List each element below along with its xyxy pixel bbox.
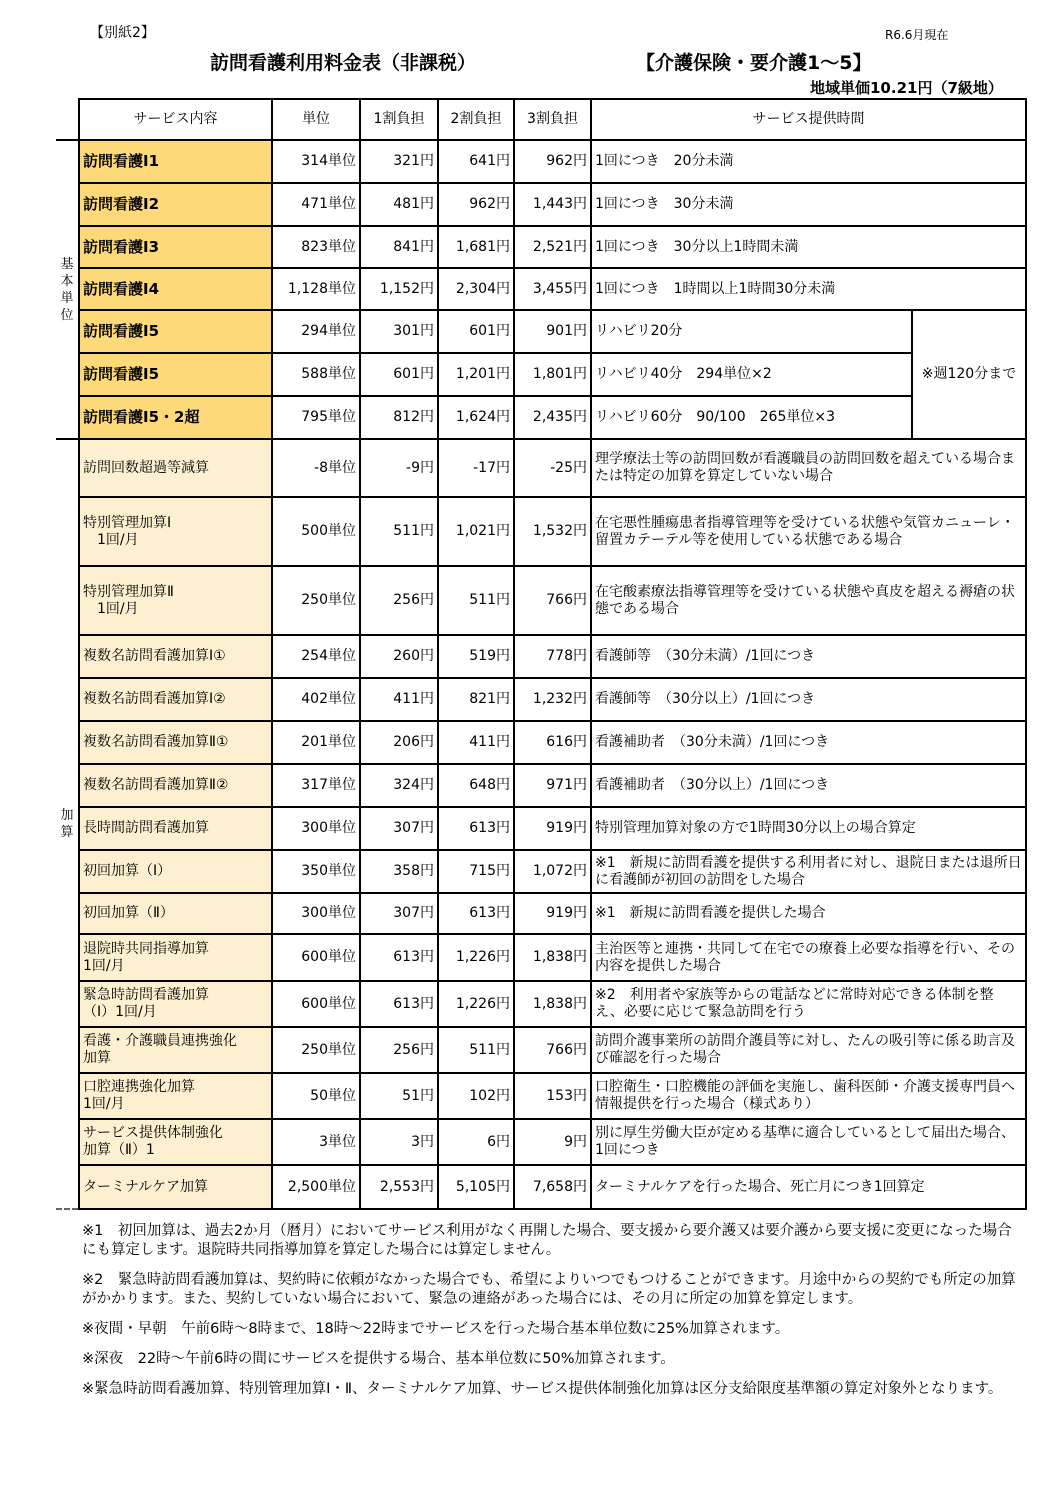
units-cell: 471単位: [272, 183, 360, 226]
units-cell: 588単位: [272, 353, 360, 396]
service-name: 特別管理加算Ⅱ 1回/月: [79, 566, 272, 635]
price-30pct-cell: 1,838円: [514, 981, 591, 1027]
col-header-30pct: 3割負担: [514, 99, 591, 140]
price-10pct-cell: 841円: [360, 226, 438, 268]
units-cell: 2,500単位: [272, 1165, 360, 1209]
service-time-cell: 看護師等 （30分未満）/1回につき: [591, 635, 1026, 678]
price-10pct-cell: 256円: [360, 1027, 438, 1073]
price-10pct-cell: 358円: [360, 850, 438, 893]
price-10pct-cell: 307円: [360, 807, 438, 850]
price-10pct-cell: 51円: [360, 1073, 438, 1119]
service-time-cell: 1回につき 30分以上1時間未満: [591, 226, 1026, 268]
fee-table: [56, 98, 1027, 1210]
price-30pct-cell: 1,532円: [514, 497, 591, 566]
price-30pct-cell: 2,435円: [514, 396, 591, 439]
price-20pct-cell: 613円: [438, 893, 514, 934]
units-cell: 314単位: [272, 140, 360, 183]
col-header-units: 単位: [272, 99, 360, 140]
price-10pct-cell: 601円: [360, 353, 438, 396]
units-cell: 250単位: [272, 1027, 360, 1073]
units-cell: 600単位: [272, 981, 360, 1027]
price-30pct-cell: 919円: [514, 893, 591, 934]
price-30pct-cell: 1,838円: [514, 934, 591, 981]
price-30pct-cell: 778円: [514, 635, 591, 678]
service-name: 初回加算（Ⅰ）: [79, 850, 272, 893]
service-time-cell: 訪問介護事業所の訪問介護員等に対し、たんの吸引等に係る助言及び確認を行った場合: [591, 1027, 1026, 1073]
service-time-cell: 理学療法士等の訪問回数が看護職員の訪問回数を超えている場合または特定の加算を算定していない場合: [591, 439, 1026, 497]
service-time-cell: ※1 新規に訪問看護を提供した場合: [591, 893, 1026, 934]
service-name: 訪問看護Ⅰ4: [79, 268, 272, 310]
price-30pct-cell: -25円: [514, 439, 591, 497]
units-cell: 600単位: [272, 934, 360, 981]
price-20pct-cell: 1,226円: [438, 981, 514, 1027]
price-30pct-cell: 1,232円: [514, 678, 591, 721]
price-10pct-cell: -9円: [360, 439, 438, 497]
price-20pct-cell: 715円: [438, 850, 514, 893]
price-10pct-cell: 301円: [360, 310, 438, 353]
service-time-cell: ※1 新規に訪問看護を提供する利用者に対し、退院日または退所日に看護師が初回の訪問をした場合: [591, 850, 1026, 893]
price-10pct-cell: 511円: [360, 497, 438, 566]
price-20pct-cell: -17円: [438, 439, 514, 497]
service-name: 退院時共同指導加算 1回/月: [79, 934, 272, 981]
category-additions: 加算: [56, 439, 79, 1209]
table-row: [56, 353, 1026, 396]
price-20pct-cell: 411円: [438, 721, 514, 764]
col-header-20pct: 2割負担: [438, 99, 514, 140]
price-10pct-cell: 260円: [360, 635, 438, 678]
units-cell: 294単位: [272, 310, 360, 353]
units-cell: 250単位: [272, 566, 360, 635]
table-row: [56, 850, 1026, 893]
price-10pct-cell: 411円: [360, 678, 438, 721]
units-cell: 500単位: [272, 497, 360, 566]
price-10pct-cell: 812円: [360, 396, 438, 439]
price-30pct-cell: 919円: [514, 807, 591, 850]
table-row: [56, 764, 1026, 807]
price-30pct-cell: 1,801円: [514, 353, 591, 396]
service-time-cell: 看護補助者 （30分未満）/1回につき: [591, 721, 1026, 764]
table-row: [56, 140, 1026, 183]
service-name: 複数名訪問看護加算Ⅰ②: [79, 678, 272, 721]
service-name: 複数名訪問看護加算Ⅱ②: [79, 764, 272, 807]
service-time-cell: リハビリ60分 90/100 265単位×3: [591, 396, 912, 439]
price-10pct-cell: 613円: [360, 934, 438, 981]
price-30pct-cell: 1,443円: [514, 183, 591, 226]
service-time-cell: 在宅悪性腫瘍患者指導管理等を受けている状態や気管カニューレ・留置カテーテル等を使用している状態である場合: [591, 497, 1026, 566]
service-name: 長時間訪問看護加算: [79, 807, 272, 850]
price-20pct-cell: 821円: [438, 678, 514, 721]
price-20pct-cell: 1,681円: [438, 226, 514, 268]
service-time-cell: 口腔衛生・口腔機能の評価を実施し、歯科医師・介護支援専門員へ情報提供を行った場合（様式あり）: [591, 1073, 1026, 1119]
service-name: 訪問看護Ⅰ5: [79, 310, 272, 353]
service-name: 複数名訪問看護加算Ⅰ①: [79, 635, 272, 678]
table-row: [56, 268, 1026, 310]
price-20pct-cell: 1,201円: [438, 353, 514, 396]
table-row: [56, 981, 1026, 1027]
service-name: 緊急時訪問看護加算 （Ⅰ）1回/月: [79, 981, 272, 1027]
price-10pct-cell: 321円: [360, 140, 438, 183]
service-time-cell: 1回につき 1時間以上1時間30分未満: [591, 268, 1026, 310]
table-row: [56, 1027, 1026, 1073]
price-30pct-cell: 7,658円: [514, 1165, 591, 1209]
price-20pct-cell: 511円: [438, 1027, 514, 1073]
table-row: [56, 893, 1026, 934]
service-name: 口腔連携強化加算 1回/月: [79, 1073, 272, 1119]
service-time-cell: ※2 利用者や家族等からの電話などに常時対応できる体制を整え、必要に応じて緊急訪問を行う: [591, 981, 1026, 1027]
units-cell: 254単位: [272, 635, 360, 678]
price-10pct-cell: 307円: [360, 893, 438, 934]
table-row: [56, 678, 1026, 721]
table-row: [56, 721, 1026, 764]
price-20pct-cell: 6円: [438, 1119, 514, 1165]
units-cell: 350単位: [272, 850, 360, 893]
service-time-cell: 主治医等と連携・共同して在宅での療養上必要な指導を行い、その内容を提供した場合: [591, 934, 1026, 981]
price-30pct-cell: 3,455円: [514, 268, 591, 310]
price-30pct-cell: 9円: [514, 1119, 591, 1165]
price-30pct-cell: 766円: [514, 1027, 591, 1073]
price-30pct-cell: 901円: [514, 310, 591, 353]
service-name: 複数名訪問看護加算Ⅱ①: [79, 721, 272, 764]
col-header-service-time: サービス提供時間: [591, 99, 1026, 140]
service-time-cell: 1回につき 20分未満: [591, 140, 1026, 183]
price-10pct-cell: 481円: [360, 183, 438, 226]
service-name: ターミナルケア加算: [79, 1165, 272, 1209]
units-cell: 402単位: [272, 678, 360, 721]
service-name: サービス提供体制強化 加算（Ⅱ）1: [79, 1119, 272, 1165]
price-10pct-cell: 3円: [360, 1119, 438, 1165]
category-basic-units: 基本単位: [56, 140, 79, 439]
service-name: 訪問看護Ⅰ3: [79, 226, 272, 268]
service-name: 訪問看護Ⅰ5: [79, 353, 272, 396]
service-time-cell: リハビリ40分 294単位×2: [591, 353, 912, 396]
price-30pct-cell: 616円: [514, 721, 591, 764]
units-cell: -8単位: [272, 439, 360, 497]
price-20pct-cell: 613円: [438, 807, 514, 850]
price-20pct-cell: 1,226円: [438, 934, 514, 981]
units-cell: 300単位: [272, 893, 360, 934]
price-20pct-cell: 648円: [438, 764, 514, 807]
price-30pct-cell: 962円: [514, 140, 591, 183]
price-20pct-cell: 962円: [438, 183, 514, 226]
units-cell: 3単位: [272, 1119, 360, 1165]
price-20pct-cell: 1,624円: [438, 396, 514, 439]
table-row: [56, 1165, 1026, 1209]
service-name: 訪問看護Ⅰ5・2超: [79, 396, 272, 439]
service-time-cell: 看護補助者 （30分以上）/1回につき: [591, 764, 1026, 807]
footnote: ※緊急時訪問看護加算、特別管理加算Ⅰ・Ⅱ、ターミナルケア加算、サービス提供体制強化加算は区分支給限度基準額の算定対象外となります。: [82, 1381, 1003, 1397]
price-20pct-cell: 511円: [438, 566, 514, 635]
table-row: [56, 396, 1026, 439]
table-row: [56, 635, 1026, 678]
price-10pct-cell: 206円: [360, 721, 438, 764]
price-30pct-cell: 1,072円: [514, 850, 591, 893]
service-name: 特別管理加算Ⅰ 1回/月: [79, 497, 272, 566]
footnotes: [82, 1222, 1022, 1410]
service-time-cell: ターミナルケアを行った場合、死亡月につき1回算定: [591, 1165, 1026, 1209]
price-10pct-cell: 1,152円: [360, 268, 438, 310]
price-30pct-cell: 971円: [514, 764, 591, 807]
price-10pct-cell: 2,553円: [360, 1165, 438, 1209]
price-20pct-cell: 2,304円: [438, 268, 514, 310]
table-row: [56, 497, 1026, 566]
price-10pct-cell: 256円: [360, 566, 438, 635]
col-header-service: サービス内容: [79, 99, 272, 140]
col-header-10pct: 1割負担: [360, 99, 438, 140]
service-time-cell: 1回につき 30分未満: [591, 183, 1026, 226]
price-10pct-cell: 613円: [360, 981, 438, 1027]
weekly-limit-note: ※週120分まで: [912, 310, 1026, 439]
service-name: 看護・介護職員連携強化 加算: [79, 1027, 272, 1073]
service-name: 訪問回数超過等減算: [79, 439, 272, 497]
service-time-cell: 在宅酸素療法指導管理等を受けている状態や真皮を超える褥瘡の状態である場合: [591, 566, 1026, 635]
price-20pct-cell: 1,021円: [438, 497, 514, 566]
service-name: 訪問看護Ⅰ2: [79, 183, 272, 226]
units-cell: 823単位: [272, 226, 360, 268]
service-time-cell: リハビリ20分: [591, 310, 912, 353]
table-row: [56, 226, 1026, 268]
units-cell: 1,128単位: [272, 268, 360, 310]
service-time-cell: 特別管理加算対象の方で1時間30分以上の場合算定: [591, 807, 1026, 850]
as-of-date: R6.6月現在: [885, 28, 949, 42]
price-30pct-cell: 153円: [514, 1073, 591, 1119]
table-row: [56, 934, 1026, 981]
service-time-cell: 看護師等 （30分以上）/1回につき: [591, 678, 1026, 721]
price-20pct-cell: 601円: [438, 310, 514, 353]
price-20pct-cell: 519円: [438, 635, 514, 678]
footnote: ※深夜 22時～午前6時の間にサービスを提供する場合、基本単位数に50%加算されます。: [82, 1351, 675, 1367]
units-cell: 795単位: [272, 396, 360, 439]
footnote: ※夜間・早朝 午前6時～8時まで、18時～22時までサービスを行った場合基本単位数に25%加算されます。: [82, 1321, 790, 1337]
page-subtitle: 【介護保険・要介護1～5】: [636, 52, 872, 74]
regional-unit-price: 地域単価10.21円（7級地）: [810, 79, 1003, 97]
units-cell: 201単位: [272, 721, 360, 764]
table-row: [56, 183, 1026, 226]
attachment-tag: 【別紙2】: [90, 25, 155, 41]
page-title: 訪問看護利用料金表（非課税）: [210, 52, 477, 74]
price-30pct-cell: 2,521円: [514, 226, 591, 268]
service-time-cell: 別に厚生労働大臣が定める基準に適合しているとして届出た場合、1回につき: [591, 1119, 1026, 1165]
service-name: 初回加算（Ⅱ）: [79, 893, 272, 934]
table-row: [56, 807, 1026, 850]
footnote: ※2 緊急時訪問看護加算は、契約時に依頼がなかった場合でも、希望によりいつでもつけることができます。月途中からの契約でも所定の加算がかかります。また、契約していない場合において、緊急の連絡があった場合には、その月に所定の加算を算定します。: [82, 1272, 1016, 1307]
price-20pct-cell: 641円: [438, 140, 514, 183]
price-20pct-cell: 102円: [438, 1073, 514, 1119]
units-cell: 317単位: [272, 764, 360, 807]
units-cell: 300単位: [272, 807, 360, 850]
footnote: ※1 初回加算は、過去2か月（暦月）においてサービス利用がなく再開した場合、要支援から要介護又は要介護から要支援に変更になった場合にも算定します。退院時共同指導加算を算定した場合には算定しません。: [82, 1223, 1012, 1258]
table-row: [56, 310, 1026, 353]
table-row: [56, 439, 1026, 497]
table-row: [56, 1119, 1026, 1165]
price-20pct-cell: 5,105円: [438, 1165, 514, 1209]
table-row: [56, 1073, 1026, 1119]
table-header-row: [56, 99, 1026, 140]
service-name: 訪問看護Ⅰ1: [79, 140, 272, 183]
units-cell: 50単位: [272, 1073, 360, 1119]
price-10pct-cell: 324円: [360, 764, 438, 807]
price-30pct-cell: 766円: [514, 566, 591, 635]
table-row: [56, 566, 1026, 635]
